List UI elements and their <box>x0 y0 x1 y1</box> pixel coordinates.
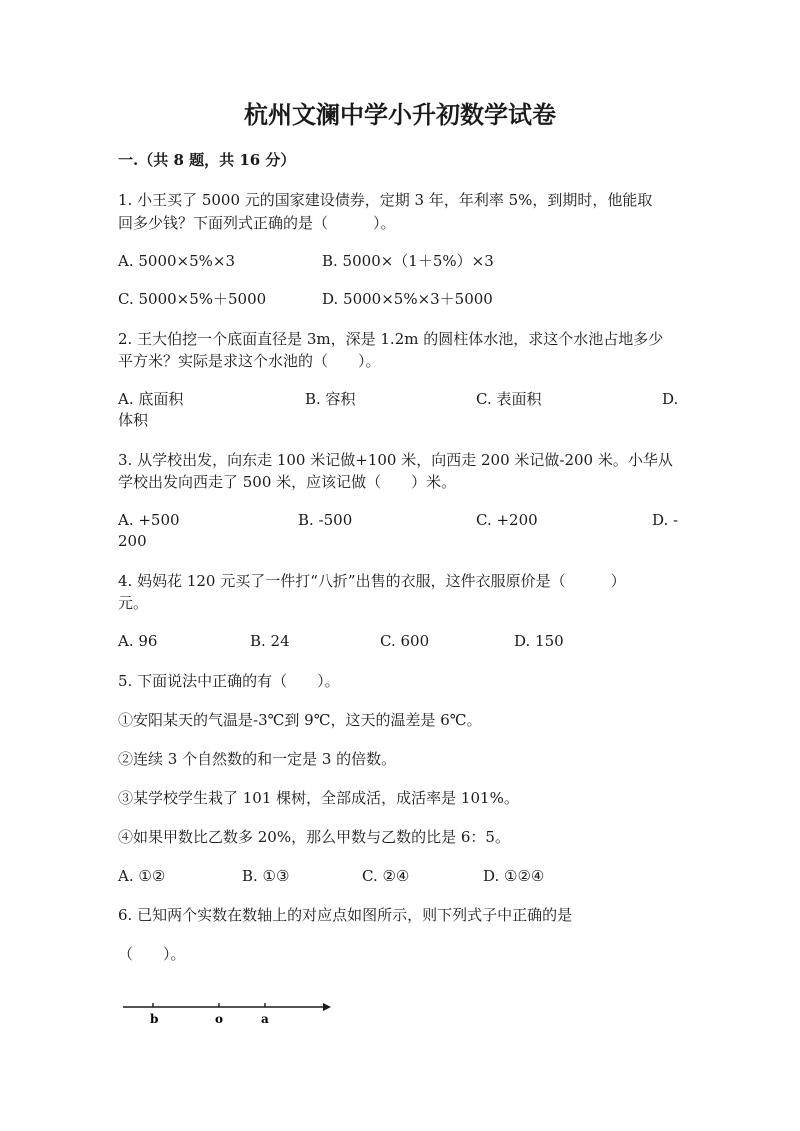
question-6-stem-line1: 6. 已知两个实数在数轴上的对应点如图所示，则下列式子中正确的是 <box>118 906 573 924</box>
question-5-option-a: A. ①② <box>118 867 166 885</box>
question-3-option-c: C. +200 <box>476 511 538 529</box>
question-3-stem-line1: 3. 从学校出发，向东走 100 米记做+100 米，向西走 200 米记做-200 米。小华从 <box>118 451 673 469</box>
question-2-option-d-label: D. <box>662 390 679 408</box>
section-heading: 一.（共 8 题，共 16 分） <box>118 151 296 169</box>
question-5-stem: 5. 下面说法中正确的有（ ）。 <box>118 672 340 690</box>
question-1-option-c: C. 5000×5%＋5000 <box>118 290 267 308</box>
question-1-option-a: A. 5000×5%×3 <box>118 252 236 270</box>
question-5-statement-2: ②连续 3 个自然数的和一定是 3 的倍数。 <box>118 750 397 768</box>
question-1-option-b: B. 5000×（1＋5%）×3 <box>322 252 494 270</box>
question-2-option-d-text: 体积 <box>118 411 149 429</box>
question-3-option-d-label: D. - <box>652 511 679 529</box>
question-3-stem-line2: 学校出发向西走了 500 米，应该记做（ ）米。 <box>118 473 457 491</box>
question-1-option-d: D. 5000×5%×3＋5000 <box>322 290 493 308</box>
question-5-statement-4: ④如果甲数比乙数多 20%，那么甲数与乙数的比是 6：5。 <box>118 828 510 846</box>
question-2-stem-line2: 平方米？实际是求这个水池的（ ）。 <box>118 352 381 370</box>
question-5-option-d: D. ①②④ <box>483 867 545 885</box>
question-1-stem-line2: 回多少钱？下面列式正确的是（ ）。 <box>118 214 396 232</box>
question-1-stem-line1: 1. 小王买了 5000 元的国家建设债券，定期 3 年，年利率 5%，到期时，他能取 <box>118 191 653 209</box>
question-5-option-c: C. ②④ <box>362 867 410 885</box>
question-2-option-c: C. 表面积 <box>476 390 542 408</box>
question-4-stem-line2: 元。 <box>118 594 149 612</box>
question-3-option-b: B. -500 <box>298 511 353 529</box>
question-2-stem-line1: 2. 王大伯挖一个底面直径是 3m，深是 1.2m 的圆柱体水池，求这个水池占地多少 <box>118 330 664 348</box>
question-4-stem-line1: 4. 妈妈花 120 元买了一件打“八折”出售的衣服，这件衣服原价是（ ） <box>118 572 626 590</box>
question-2-option-b: B. 容积 <box>305 390 356 408</box>
question-4-option-d: D. 150 <box>514 632 564 650</box>
question-5-statement-3: ③某学校学生栽了 101 棵树，全部成活，成活率是 101%。 <box>118 789 519 807</box>
question-6-stem-line2: （ ）。 <box>118 945 186 963</box>
question-2-option-a: A. 底面积 <box>118 390 184 408</box>
question-4-option-b: B. 24 <box>250 632 290 650</box>
point-label-o: o <box>215 1012 224 1026</box>
question-4-option-c: C. 600 <box>380 632 430 650</box>
question-4-option-a: A. 96 <box>118 632 158 650</box>
number-line-figure <box>115 995 340 1030</box>
point-label-b: b <box>150 1012 159 1026</box>
question-5-option-b: B. ①③ <box>242 867 290 885</box>
question-3-option-d-text: 200 <box>118 532 147 550</box>
question-5-statement-1: ①安阳某天的气温是-3℃到 9℃，这天的温差是 6℃。 <box>118 711 482 729</box>
exam-title: 杭州文澜中学小升初数学试卷 <box>244 100 556 129</box>
number-line-arrowhead <box>323 1003 331 1011</box>
point-label-a: a <box>261 1012 269 1026</box>
question-3-option-a: A. +500 <box>118 511 180 529</box>
